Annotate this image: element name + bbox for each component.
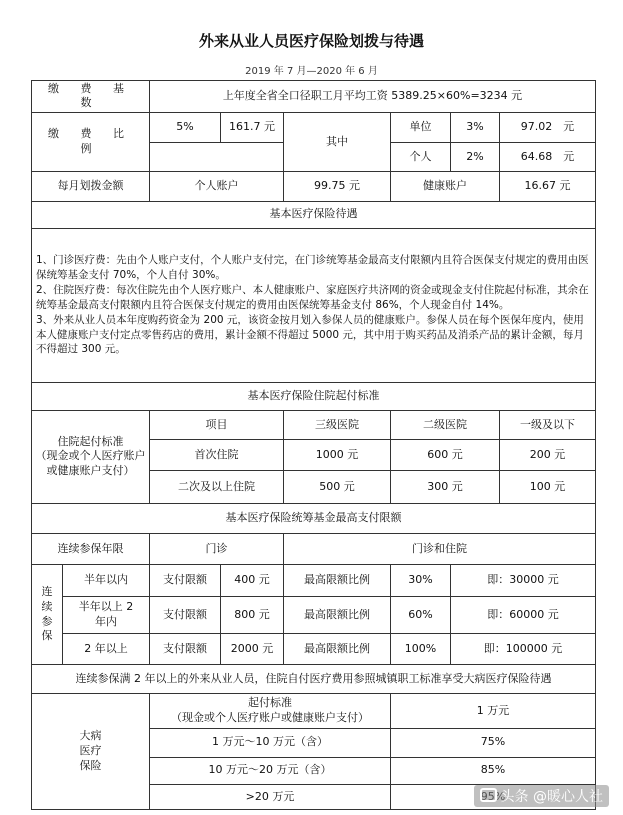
threshold-level2: 300 元 (391, 471, 500, 503)
limit-pay: 2000 元 (221, 633, 284, 664)
threshold-level1: 200 元 (500, 440, 596, 471)
unit-label: 单位 (391, 112, 451, 142)
serious-value: 85% (391, 757, 596, 784)
threshold-col-header-row (32, 410, 596, 439)
serious-item: 起付标准 （现金或个人医疗账户或健康账户支付） (150, 694, 391, 728)
threshold-level3: 1000 元 (284, 440, 391, 471)
col-level1-header: 一级及以下 (500, 410, 596, 439)
basic-para-2: 2、住院医疗费：每次住院先由个人医疗账户、本人健康账户、家庭医疗共济网的资金或现金支付住院起付标准，其余在统筹基金最高支付限额内且符合医保支付规定的费用由医保统筹基金支付 86%，个人现金自付 14%。 (36, 283, 589, 311)
contrib-ratio-row (32, 112, 596, 142)
threshold-level2: 600 元 (391, 440, 500, 471)
camera-icon (480, 788, 497, 802)
serious-value: 1 万元 (391, 694, 596, 728)
col-level3-header: 三级医院 (284, 410, 391, 439)
unit-pct: 3% (451, 112, 500, 142)
limits-section-header: 基本医疗保险统筹基金最高支付限额 (32, 503, 596, 533)
threshold-section-header: 基本医疗保险住院起付标准 (32, 382, 596, 410)
serious-side-label: 大病 医疗 保险 (32, 694, 150, 810)
basic-benefits-text (32, 228, 596, 382)
source-watermark (474, 785, 609, 807)
combined-label: 门诊和住院 (284, 533, 596, 564)
basic-section-header: 基本医疗保险待遇 (32, 201, 596, 228)
limit-amount: 即：30000 元 (451, 565, 596, 597)
threshold-row-label: 住院起付标准 （现金或个人医疗账户或健康账户支付） (32, 410, 150, 503)
watermark-text: 头条 @暖心人社 (500, 789, 603, 805)
limit-ratio-label: 最高限额比例 (284, 565, 391, 597)
limit-period: 2 年以上 (63, 633, 150, 664)
contrib-base-label: 缴 费 基 数 (32, 81, 150, 113)
col-item-header: 项目 (150, 410, 284, 439)
serious-value: 75% (391, 728, 596, 757)
limit-amount: 即：100000 元 (451, 633, 596, 664)
basic-para-3: 3、外来从业人员本年度购药资金为 200 元，该资金按月划入参保人员的健康账户。参保人员在每个医保年度内，使用本人健康账户支付定点零售药店的费用，累计金额不得超过 5000 元，其中用于购买药品及消杀产品的累计金额，每月不得超过 300 元。 (36, 313, 584, 356)
contrib-base-row (32, 81, 596, 113)
limit-amount: 即：60000 元 (451, 597, 596, 633)
limit-pct: 60% (391, 597, 451, 633)
limit-pct: 30% (391, 565, 451, 597)
threshold-header-row (32, 382, 596, 410)
basic-para-1: 1、门诊医疗费：先由个人账户支付，个人账户支付完，在门诊统筹基金最高支付限额内且符合医保支付规定的费用由医保统筹基金支付 70%，个人自付 30%。 (36, 254, 589, 281)
table-row (32, 633, 596, 664)
limit-ratio-label: 最高限额比例 (284, 597, 391, 633)
serious-item: 1 万元～10 万元（含） (150, 728, 391, 757)
basic-header-row (32, 201, 596, 228)
monthly-row (32, 172, 596, 201)
monthly-label: 每月划拨金额 (32, 172, 150, 201)
contrib-ratio-label: 缴 费 比 例 (32, 112, 150, 171)
outpatient-label: 门诊 (150, 533, 284, 564)
personal-label: 个人 (391, 143, 451, 172)
insurance-table (31, 80, 596, 810)
ratio-mid-label: 其中 (284, 112, 391, 171)
serious-item: >20 万元 (150, 784, 391, 809)
contrib-base-value: 上年度全省全口径职工月平均工资 5389.25×60%=3234 元 (150, 81, 596, 113)
personal-pct: 2% (451, 143, 500, 172)
limit-ratio-label: 最高限额比例 (284, 633, 391, 664)
table-row (32, 597, 596, 633)
personal-amt: 64.68 元 (500, 143, 596, 172)
threshold-level3: 500 元 (284, 471, 391, 503)
serious-illness-note: 连续参保满 2 年以上的外来从业人员，住院自付医疗费用参照城镇职工标准享受大病医疗保险待遇 (32, 665, 596, 694)
page-title: 外来从业人员医疗保险划拨与待遇 (198, 32, 424, 50)
health-account-value: 16.67 元 (500, 172, 596, 201)
limit-pay-label: 支付限额 (150, 565, 221, 597)
table-row (32, 565, 596, 597)
limit-pay: 400 元 (221, 565, 284, 597)
ratio-total-amt: 161.7 元 (221, 112, 284, 142)
note-row (32, 665, 596, 694)
table-row (32, 694, 596, 728)
period-subtitle: 2019 年 7 月—2020 年 6 月 (245, 66, 378, 77)
years-label: 连续参保年限 (32, 533, 150, 564)
threshold-item: 二次及以上住院 (150, 471, 284, 503)
personal-account-label: 个人账户 (150, 172, 284, 201)
personal-account-value: 99.75 元 (284, 172, 391, 201)
ratio-total-pct: 5% (150, 112, 221, 142)
threshold-level1: 100 元 (500, 471, 596, 503)
basic-text-row (32, 228, 596, 382)
limit-pay: 800 元 (221, 597, 284, 633)
col-level2-header: 二级医院 (391, 410, 500, 439)
serious-item: 10 万元～20 万元（含） (150, 757, 391, 784)
threshold-item: 首次住院 (150, 440, 284, 471)
limit-pay-label: 支付限额 (150, 597, 221, 633)
insurance-table-container (31, 80, 595, 810)
limit-pct: 100% (391, 633, 451, 664)
limit-pay-label: 支付限额 (150, 633, 221, 664)
continuous-side-label: 连 续 参 保 (32, 565, 63, 665)
limits-col-header-row (32, 533, 596, 564)
unit-amt: 97.02 元 (500, 112, 596, 142)
health-account-label: 健康账户 (391, 172, 500, 201)
limit-period: 半年以内 (63, 565, 150, 597)
limit-period: 半年以上 2 年内 (63, 597, 150, 633)
limits-header-row (32, 503, 596, 533)
